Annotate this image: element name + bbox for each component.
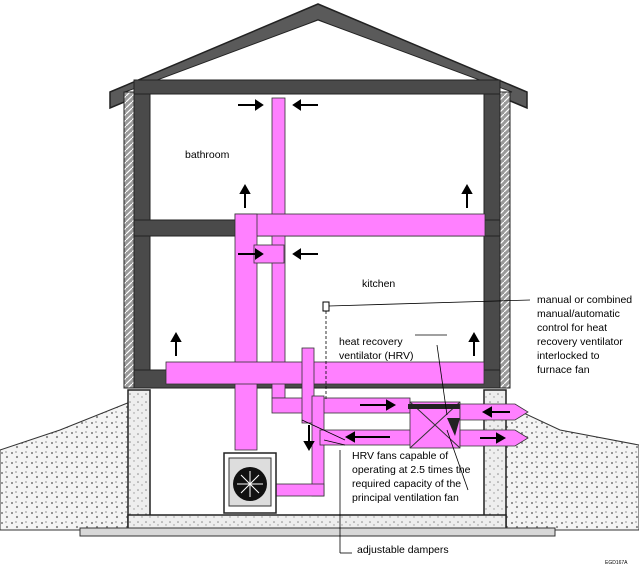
dampers-label: adjustable dampers — [357, 544, 449, 556]
svg-text:manual/automatic: manual/automatic — [537, 308, 620, 320]
fans-label — [352, 450, 471, 504]
svg-text:heat recovery: heat recovery — [339, 336, 403, 348]
svg-text:required capacity of the: required capacity of the — [352, 478, 462, 490]
svg-text:principal ventilation fan: principal ventilation fan — [352, 492, 459, 504]
svg-text:furnace fan: furnace fan — [537, 364, 590, 376]
kitchen-label: kitchen — [362, 278, 396, 290]
exterior-walls — [124, 92, 510, 388]
svg-text:HRV fans capable of: HRV fans capable of — [352, 450, 449, 462]
arrow-supply-bath-right — [463, 186, 471, 208]
svg-text:manual or combined: manual or combined — [537, 294, 633, 306]
hrv-label — [339, 336, 414, 362]
hrv-unit — [408, 402, 464, 448]
bathroom-label: bathroom — [185, 149, 230, 161]
arrow-bath-left — [238, 101, 262, 109]
furnace — [224, 453, 276, 513]
svg-text:operating at 2.5 times the: operating at 2.5 times the — [352, 464, 471, 476]
svg-text:interlocked to: interlocked to — [537, 350, 600, 362]
arrow-supply-main-left — [172, 334, 180, 356]
arrow-supply-bath-left — [241, 186, 249, 208]
figure-code: EGD167A — [605, 560, 628, 566]
control-label — [537, 294, 632, 376]
arrow-kitchen-right — [294, 250, 318, 258]
arrow-bath-right — [294, 101, 318, 109]
arrow-supply-main-right — [470, 334, 478, 356]
svg-text:control for heat: control for heat — [537, 322, 608, 334]
svg-text:ventilator (HRV): ventilator (HRV) — [339, 350, 414, 362]
svg-text:recovery ventilator: recovery ventilator — [537, 336, 623, 348]
